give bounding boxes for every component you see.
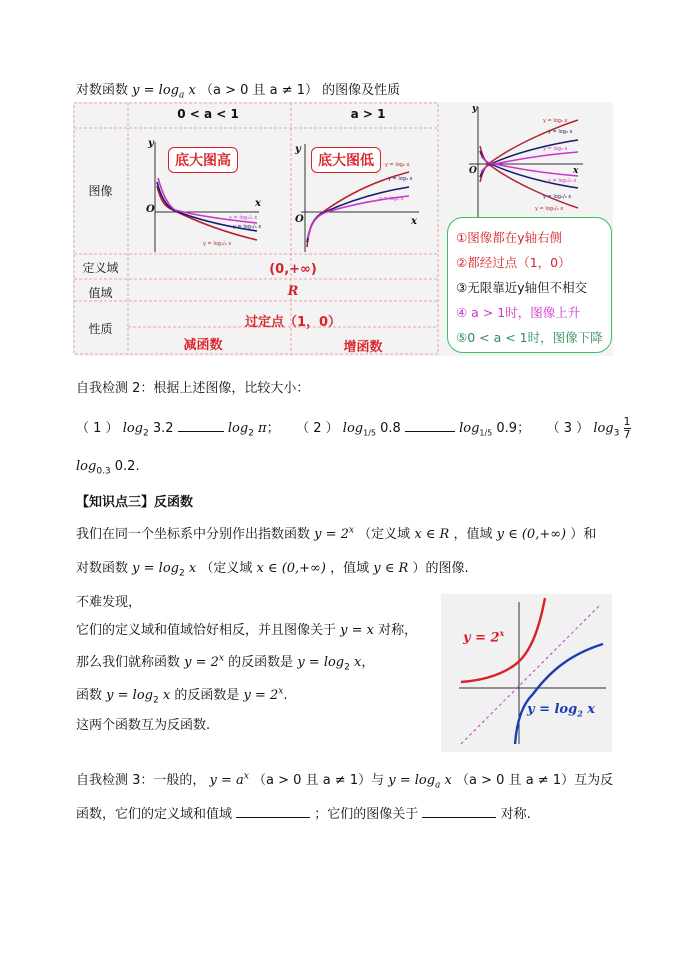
kp3-p1l2-c: x [184, 561, 197, 576]
property-item-3: ③无限靠近y轴但不相交 [456, 280, 588, 295]
check3-g: 函数，它们的定义域和值域 [76, 807, 233, 822]
axis-y-left: y [148, 138, 154, 149]
q3-continued [76, 459, 140, 477]
check3-a: 自我检测 3：一般的， [76, 773, 206, 788]
kp3-p5-b: y = log [106, 688, 153, 703]
check3-blank-1[interactable] [236, 805, 310, 818]
kp3-paragraph-line1 [76, 523, 596, 542]
heading-var: x [188, 83, 196, 98]
range-value: R [287, 284, 299, 299]
q3-fraction [624, 416, 631, 441]
kp3-p2: 不难发现， [76, 595, 142, 610]
check2-title: 自我检测 2：根据上述图像，比较大小： [76, 381, 310, 396]
property-common: 过定点（1，0） [244, 315, 342, 330]
q2-log: log [342, 421, 364, 436]
sum-axis-x: x [573, 166, 579, 176]
q1-right-value: π [253, 421, 267, 436]
sum-axis-y: y [472, 104, 478, 114]
kp3-p5-a: 函数 [76, 688, 103, 703]
sum-origin: O [469, 166, 477, 176]
property-decreasing: 减函数 [183, 338, 223, 353]
q2-left-base: 1/5 [363, 428, 376, 438]
q3-fraction-denominator: 7 [623, 428, 631, 441]
label-log-curve: $y = \log_2 x$ [527, 702, 596, 719]
kp3-p3-a: 它们的定义域和值域恰好相反，并且图像关于 [76, 623, 337, 638]
kp3-p5-e: y = 2 [243, 688, 279, 703]
property-item-2: ②都经过点（1，0） [456, 255, 571, 270]
inverse-function-graph [441, 594, 612, 752]
kp3-p1l2-f: ，值域 [330, 561, 370, 576]
q3-fraction-numerator: 1 [623, 415, 631, 428]
callout-left: 底大图高 [168, 147, 238, 173]
q2-number: （ 2 ） [296, 421, 339, 436]
q3-cont-end: . [135, 459, 140, 474]
property-item-4: ④ a > 1时，图像上升 [456, 305, 581, 320]
property-item-5: ⑤0 < a < 1时，图像下降 [456, 330, 603, 345]
col-header-increasing: a > 1 [350, 107, 386, 121]
kp3-p1-sup: x [348, 525, 355, 536]
kp3-p4-a: 那么我们就称函数 [76, 655, 181, 670]
kp3-p1-e: y ∈ (0,+∞) [496, 527, 567, 542]
sum-label-log-4: y = log₄ x [543, 146, 568, 152]
q3-base: 3 [613, 428, 620, 439]
kp3-p1l2-g: y ∈ R [373, 561, 409, 576]
check3-e: x [440, 773, 452, 788]
label-log-2: y = log₂ x [385, 162, 410, 168]
q1-log-right: log [227, 421, 249, 436]
q1-number: （ 1 ） [76, 421, 119, 436]
section-heading [76, 79, 400, 101]
kp3-p4-sup: x [218, 653, 225, 664]
q3-number: （ 3 ） [546, 421, 590, 436]
q3-log: log [593, 421, 614, 436]
label-log-half: y = log₁/₂ x [229, 215, 258, 221]
check2-questions [76, 416, 631, 441]
inverse-graph-svg [441, 594, 612, 752]
q1-left-value: 3.2 [148, 421, 174, 436]
heading-base: a [178, 90, 185, 101]
q1-right-base: 2 [248, 428, 254, 439]
check3-b: y = a [209, 773, 244, 788]
check3-line2 [76, 803, 531, 822]
kp3-p1l2-b: y = log [132, 561, 179, 576]
q2-end: ； [517, 421, 531, 436]
q1-log: log [122, 421, 143, 436]
heading-cond: （a > 0 且 a ≠ 1） [199, 83, 319, 98]
kp3-p4-c: 的反函数是 [228, 655, 294, 670]
check3-blank-2[interactable] [422, 805, 496, 818]
row-label-property: 性质 [88, 322, 113, 336]
kp3-p1-a: 我们在同一个坐标系中分别作出指数函数 [76, 527, 311, 542]
check3-d: y = log [388, 773, 436, 788]
kp3-p1l2-d: （定义域 [200, 561, 253, 576]
sum-label-log-2: y = log₂ x [543, 118, 568, 124]
origin-left: O [146, 204, 155, 215]
q2-left-value: 0.8 [375, 421, 401, 436]
property-increasing: 增函数 [343, 340, 383, 355]
kp3-p5-d: 的反函数是 [174, 688, 240, 703]
q3-cont-value: 0.2 [110, 459, 136, 474]
kp3-p4-f: ， [361, 655, 375, 670]
kp3-p6: 这两个函数互为反函数. [76, 718, 211, 733]
kp3-p3-c: 对称， [378, 623, 418, 638]
kp3-p4-d: y = log [297, 655, 345, 670]
domain-value: (0,+∞) [269, 262, 317, 277]
kp3-p5 [76, 684, 287, 706]
heading-prefix: 对数函数 [76, 83, 129, 98]
kp3-p5-c: x [158, 688, 171, 703]
kp3-p1-c: x ∈ R [414, 527, 450, 542]
sum-label-log-3: y = log₃ x [548, 129, 573, 135]
row-label-domain: 定义域 [82, 261, 119, 275]
q2-right-value: 0.9 [492, 421, 518, 436]
kp3-p3 [76, 619, 417, 638]
label-log-quarter: y = log₁/₄ x [203, 241, 232, 247]
q2-blank[interactable] [405, 419, 455, 432]
kp3-title: 【知识点三】反函数 [76, 495, 194, 510]
q1-left-base: 2 [143, 428, 149, 439]
label-log-4: y = log₄ x [379, 196, 404, 202]
kp3-p3-b: y = x [340, 623, 374, 638]
check3-h: ；它们的图像关于 [314, 807, 419, 822]
q1-end: ； [266, 421, 280, 436]
axis-x-left: x [255, 198, 261, 209]
kp3-p1-b: （定义域 [358, 527, 411, 542]
origin-right: O [295, 214, 304, 225]
sum-label-log-quarter: y = log₁/₄ x [548, 178, 577, 184]
axis-x-right: x [411, 216, 417, 227]
check3-line1 [76, 769, 613, 791]
q2-right-base: 1/5 [479, 428, 493, 438]
q3-cont-base: 0.3 [96, 466, 111, 477]
kp3-p1-d: ，值域 [453, 527, 493, 542]
properties-box [447, 217, 612, 353]
q1-blank[interactable] [178, 419, 224, 432]
sum-label-log-half: y = log₁/₂ x [535, 206, 564, 212]
property-item-1: ①图像都在y轴右侧 [456, 230, 563, 245]
kp3-p1-f: ）和 [570, 527, 597, 542]
kp3-p4-base: 2 [344, 662, 350, 673]
kp3-p4-e: x [349, 655, 362, 670]
kp3-p1l2-base: 2 [178, 568, 185, 579]
heading-formula: y = log [132, 83, 179, 98]
kp3-paragraph-line2 [76, 557, 469, 579]
check3-c: （a > 0 且 a ≠ 1）与 [253, 773, 385, 788]
q3-cont-log: log [76, 459, 97, 474]
kp3-p5-f: . [283, 688, 288, 703]
check3-d-base: a [435, 780, 441, 791]
label-exp-curve: $y = 2^x$ [463, 628, 505, 646]
kp3-p1-exp: y = 2 [314, 527, 349, 542]
kp3-p5-base: 2 [152, 695, 159, 706]
sum-label-log-third: y = log₁/₃ x [543, 194, 572, 200]
label-log-3: y = log₃ x [388, 176, 413, 182]
kp3-p1l2-h: ）的图像. [412, 561, 469, 576]
check3-i: 对称. [500, 807, 531, 822]
check3-f: （a > 0 且 a ≠ 1）互为反 [456, 773, 614, 788]
kp3-p5-sup: x [278, 686, 284, 697]
q2-log-right: log [459, 421, 480, 436]
callout-right: 底大图低 [311, 147, 381, 173]
label-log-third: y = log₁/₃ x [233, 224, 262, 230]
kp3-p1l2-e: x ∈ (0,+∞) [256, 561, 326, 576]
row-label-graph: 图像 [88, 184, 113, 198]
row-label-range: 值域 [88, 286, 113, 300]
col-header-decreasing: 0 < a < 1 [177, 107, 239, 121]
heading-suffix: 的图像及性质 [322, 83, 401, 98]
kp3-p4-b: y = 2 [184, 655, 219, 670]
kp3-p1l2-a: 对数函数 [76, 561, 129, 576]
check3-b-sup: x [243, 771, 249, 782]
axis-y-right: y [295, 144, 301, 155]
kp3-p4 [76, 651, 374, 673]
